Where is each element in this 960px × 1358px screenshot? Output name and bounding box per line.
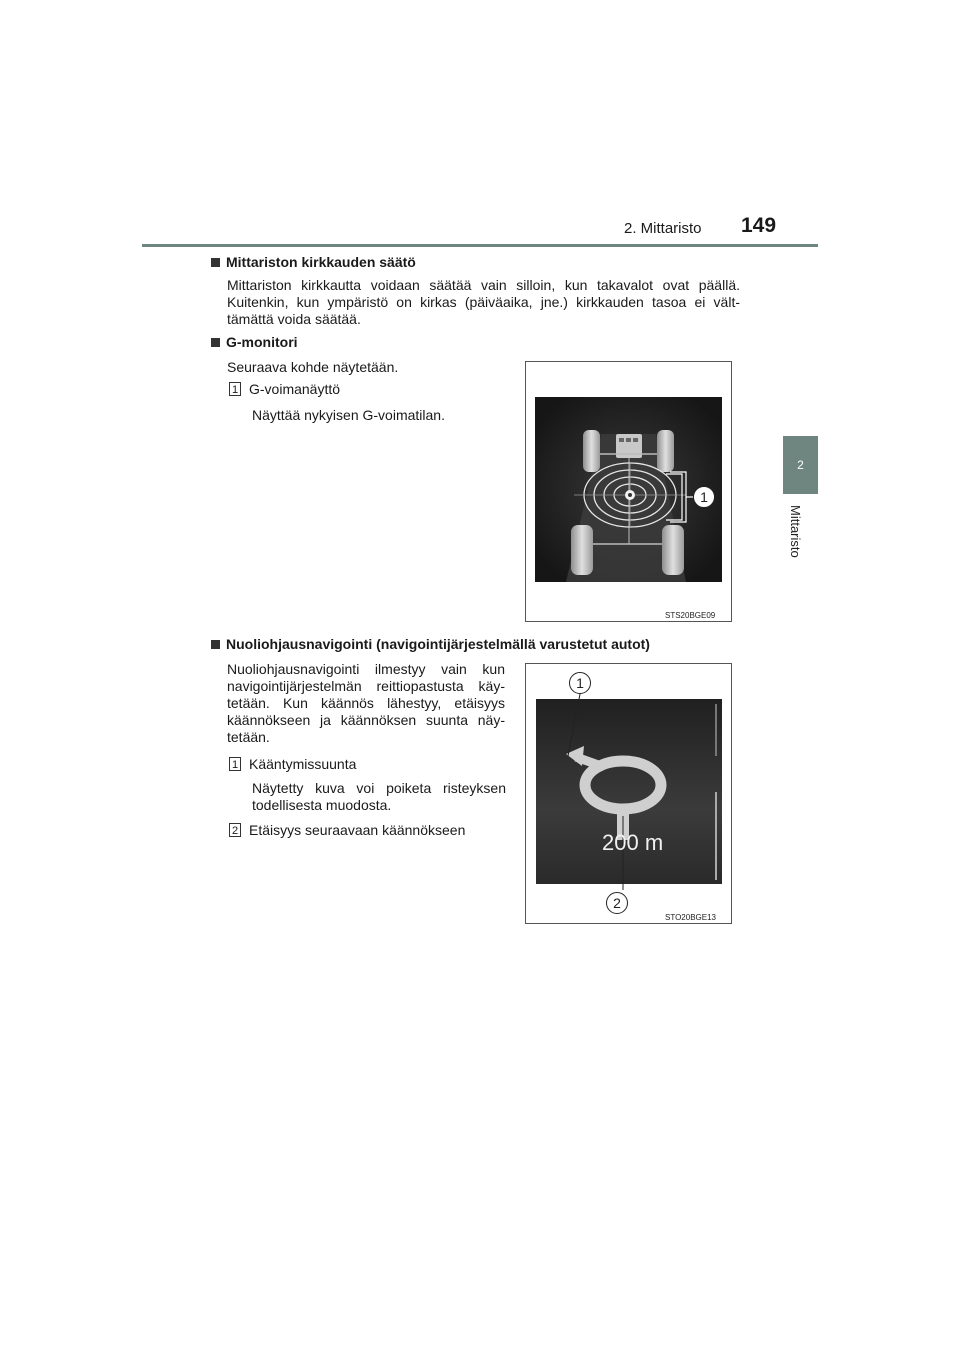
callout-1: 1 (569, 672, 591, 694)
figure-code: STO20BGE13 (665, 913, 716, 922)
square-bullet-icon (211, 258, 220, 267)
gmonitor-heading (211, 334, 298, 350)
brightness-heading (211, 254, 416, 270)
gmonitor-intro: Seuraava kohde näytetään. (227, 359, 399, 375)
chapter-tab: 2 (783, 436, 818, 494)
gmonitor-item-1-desc: Näyttää nykyisen G-voimatilan. (252, 407, 445, 423)
gmonitor-item-1 (229, 381, 340, 397)
nav-item-1-desc: Näytetty kuva voi poiketa risteyksen todellisesta muodosta. (252, 780, 506, 813)
nav-item-2-label: Etäisyys seuraavaan käännökseen (249, 822, 466, 838)
turn-arrow-illustration (526, 664, 731, 923)
chapter-label: Mittaristo (788, 505, 803, 558)
square-bullet-icon (211, 640, 220, 649)
callout-2: 2 (606, 892, 628, 914)
nav-item-1-label: Kääntymissuunta (249, 756, 357, 772)
nav-intro: Nuoliohjausnavigointi ilmestyy vain kun navigointijärjestelmän reittiopastusta käy-tetään. Kun käännös lähestyy, etäisyys käännökseen ja käännöksen suunta näy-tetään. (227, 661, 505, 745)
nav-figure (525, 663, 732, 924)
nav-item-1 (229, 756, 356, 772)
section-title: 2. Mittaristo (624, 220, 702, 237)
square-bullet-icon (211, 338, 220, 347)
gmonitor-heading-text: G-monitori (226, 334, 298, 350)
number-badge: 2 (229, 823, 241, 837)
distance-readout: 200 m (602, 830, 664, 855)
number-badge: 1 (229, 382, 241, 396)
callout-1: 1 (693, 486, 715, 508)
gmonitor-item-1-label: G-voimanäyttö (249, 381, 341, 397)
nav-heading-text: Nuoliohjausnavigointi (navigointijärjestelmällä varustetut autot) (226, 636, 650, 652)
header-rule (142, 244, 818, 247)
figure-code: STS20BGE09 (665, 611, 716, 620)
brightness-heading-text: Mittariston kirkkauden säätö (226, 254, 416, 270)
nav-heading (211, 636, 650, 652)
page-number: 149 (741, 214, 777, 237)
gmonitor-figure (525, 361, 732, 622)
nav-item-2 (229, 822, 465, 838)
brightness-text: Mittariston kirkkautta voidaan säätää vain silloin, kun takavalot ovat päällä. Kuitenkin, kun ympäristö on kirkas (päiväaika, jne.) kirkkauden tasoa ei vält-tämättä voida säätää. (227, 277, 740, 327)
number-badge: 1 (229, 757, 241, 771)
